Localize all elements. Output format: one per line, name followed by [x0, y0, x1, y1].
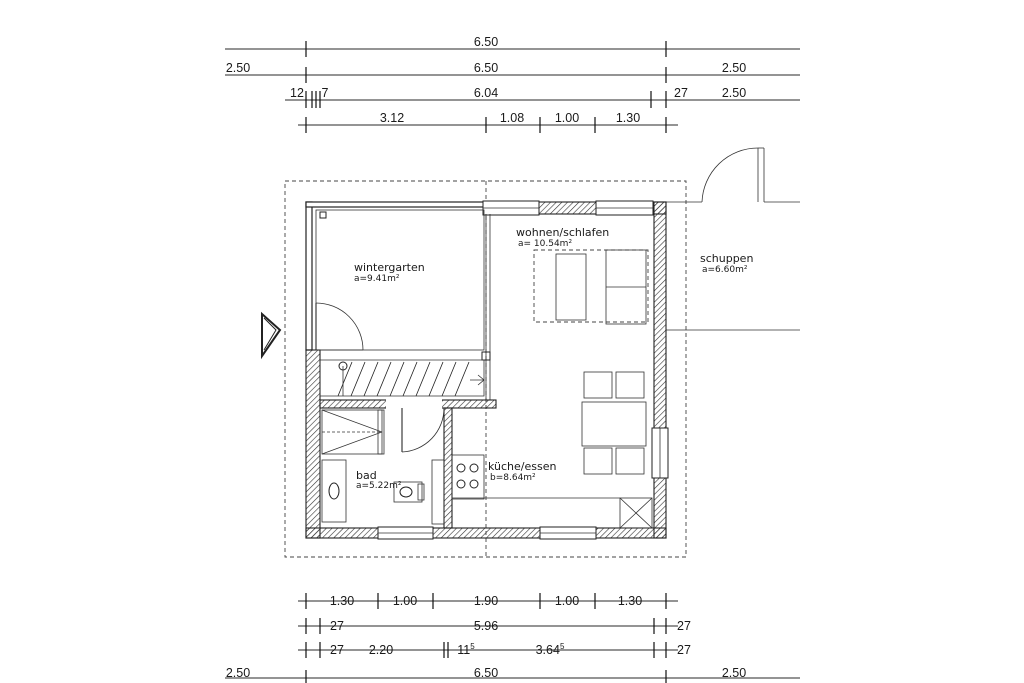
room-wohnen-area: a= 10.54m²: [518, 239, 573, 249]
dim-top-312: 3.12: [379, 111, 405, 125]
dim-top-mid: 6.50: [473, 61, 499, 75]
doors: [316, 303, 444, 452]
stair-tread: [442, 362, 456, 396]
room-bad-area: a=5.22m²: [356, 481, 402, 491]
stair-tread: [429, 362, 443, 396]
dim-bot-11: [457, 642, 475, 657]
dim-top-604: 6.04: [473, 86, 499, 100]
room-wintergarten-label: wintergarten: [354, 261, 425, 274]
stair-tread: [338, 362, 352, 396]
dim-bot-27-b: 27: [677, 619, 691, 633]
stove: [452, 455, 484, 499]
room-schuppen-label: schuppen: [700, 252, 754, 265]
dim-bot-364-main: 3.64: [535, 643, 560, 657]
dim-top-130: 1.30: [615, 111, 641, 125]
chair: [616, 372, 644, 398]
stair-tread: [351, 362, 365, 396]
dim-bot-596: 5.96: [473, 619, 499, 633]
chair: [584, 448, 612, 474]
room-wintergarten-area: a=9.41m²: [354, 274, 400, 284]
chair: [616, 448, 644, 474]
dim-bot-190: 1.90: [473, 594, 499, 608]
dim-top-108: 1.08: [499, 111, 525, 125]
room-kueche-area: b=8.64m²: [490, 473, 536, 483]
stair-tread: [377, 362, 391, 396]
dim-bot-11-main: 11: [457, 643, 471, 657]
staircase: [320, 360, 484, 396]
dim-top-7: 7: [321, 86, 329, 100]
dim-top-12: 12: [290, 86, 304, 100]
room-bad-label: bad: [356, 469, 377, 482]
bottom-dimension-chain: [225, 593, 800, 683]
dim-bot-100-b: 1.00: [554, 594, 580, 608]
dim-bot-27-a: 27: [330, 619, 344, 633]
room-schuppen-area: a=6.60m²: [702, 265, 748, 275]
stair-tread: [416, 362, 430, 396]
stair-tread: [455, 362, 469, 396]
dim-bot-130-b: 1.30: [617, 594, 643, 608]
dim-bot-220: 2.20: [368, 643, 394, 657]
dim-top-overall: 6.50: [473, 35, 499, 49]
dim-bot-364-sup: 5: [559, 642, 565, 651]
coffee-table: [556, 254, 586, 320]
rug-outline: [534, 250, 648, 322]
dim-bot-100-a: 1.00: [392, 594, 418, 608]
room-wohnen-label: wohnen/schlafen: [516, 226, 610, 239]
dim-top-left: 2.50: [225, 61, 251, 75]
entrance-arrow-icon: [262, 314, 280, 356]
room-labels: [354, 226, 753, 491]
dim-bot-27-d: 27: [677, 643, 691, 657]
dim-top-250-b: 2.50: [721, 86, 747, 100]
stair-tread: [403, 362, 417, 396]
dim-top-right: 2.50: [721, 61, 747, 75]
stair-tread: [364, 362, 378, 396]
dim-top-27: 27: [674, 86, 688, 100]
bath-counter: [322, 460, 346, 522]
dim-bot-250-b: 2.50: [721, 666, 747, 680]
dining-table: [582, 402, 646, 446]
dim-bot-250-a: 2.50: [225, 666, 251, 680]
dim-bot-650: 6.50: [473, 666, 499, 680]
room-kueche-label: küche/essen: [488, 460, 557, 473]
stair-tread: [390, 362, 404, 396]
sink: [329, 483, 339, 499]
dim-top-100: 1.00: [554, 111, 580, 125]
dim-bot-364: [536, 642, 565, 657]
chair: [584, 372, 612, 398]
dim-bot-27-c: 27: [330, 643, 344, 657]
dim-bot-11-sup: 5: [470, 642, 475, 651]
top-dimension-chain: [225, 35, 800, 133]
dim-bot-130-a: 1.30: [329, 594, 355, 608]
